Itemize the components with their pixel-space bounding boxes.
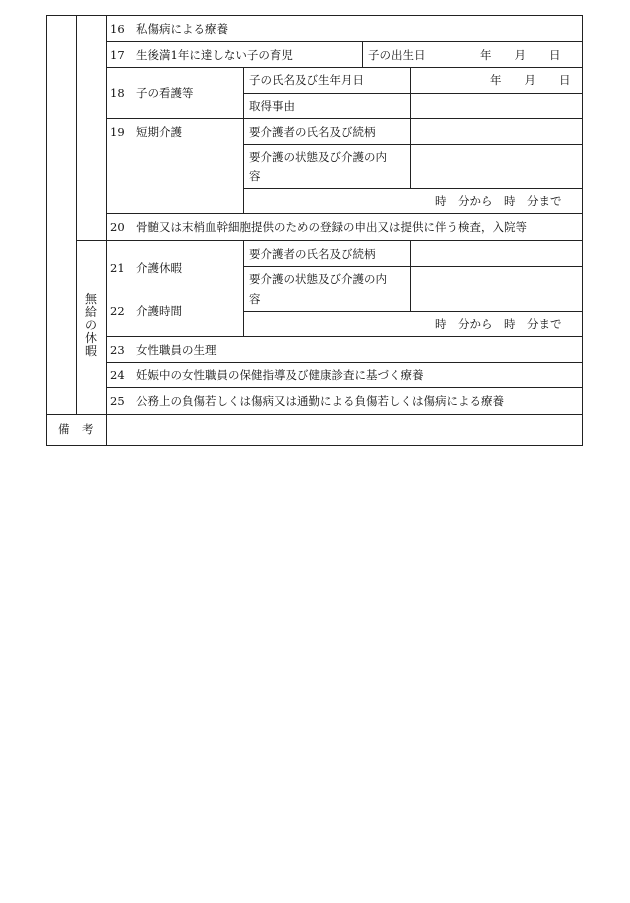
row-22-number: 22: [110, 304, 125, 318]
row-21-22-value-cell-2: [410, 266, 583, 312]
row-25-label: 公務上の負傷若しくは傷病又は通勤による負傷若しくは傷病による療養: [136, 394, 504, 408]
row-19-value-cell: [410, 118, 583, 145]
paid-section-column: [76, 15, 107, 241]
row-18-value-cell-2: [410, 93, 583, 119]
remarks-input[interactable]: [106, 414, 583, 446]
row-17-date-value: 年 月 日: [480, 48, 561, 62]
row-19-field-2-line-1: 要介護の状態及び介護の内: [249, 150, 387, 164]
row-18-date-value: 年 月 日: [490, 73, 571, 87]
unpaid-char-1: 無: [84, 292, 97, 306]
row-21-22-value-cell: [410, 240, 583, 267]
row-21-22-time-range: 時 分から 時 分まで: [435, 317, 562, 331]
row-19-number: 19: [110, 125, 125, 139]
row-19-value-cell-2: [410, 144, 583, 189]
row-19-field-1: 要介護者の氏名及び続柄: [249, 125, 376, 139]
row-19-time-range: 時 分から 時 分まで: [435, 194, 562, 208]
row-21-22-label-cell: [106, 240, 244, 337]
remarks-label-char-1: 備: [58, 422, 70, 436]
row-21-22-field-1: 要介護者の氏名及び続柄: [249, 247, 376, 261]
row-17-number: 17: [110, 48, 125, 62]
remarks-label-char-2: 考: [82, 422, 94, 436]
row-19-label: 短期介護: [136, 125, 182, 139]
row-17-label: 生後満1年に達しない子の育児: [136, 48, 293, 62]
unpaid-char-4: 休: [84, 331, 97, 345]
row-23-label: 女性職員の生理: [136, 343, 217, 357]
row-24-number: 24: [110, 368, 125, 382]
unpaid-char-2: 給: [84, 305, 97, 319]
row-18-field-2: 取得事由: [249, 99, 295, 113]
row-21-label: 介護休暇: [136, 261, 182, 275]
row-21-22-field-2-line-1: 要介護の状態及び介護の内: [249, 272, 387, 286]
row-16-number: 16: [110, 22, 125, 36]
unpaid-char-5: 暇: [84, 344, 97, 358]
row-24-label: 妊娠中の女性職員の保健指導及び健康診査に基づく療養: [136, 368, 424, 382]
row-22-label: 介護時間: [136, 304, 182, 318]
row-20-label: 骨髄又は末梢血幹細胞提供のための登録の申出又は提供に伴う検査，入院等: [136, 220, 527, 234]
row-20-number: 20: [110, 220, 125, 234]
row-16-label: 私傷病による療養: [136, 22, 228, 36]
row-18-label: 子の看護等: [136, 86, 194, 100]
unpaid-char-3: の: [84, 318, 97, 332]
row-18-field-1: 子の氏名及び生年月日: [249, 73, 364, 87]
remarks-label-cell: [46, 414, 107, 446]
row-23-number: 23: [110, 343, 125, 357]
row-21-22-field-2-line-2: 容: [249, 292, 261, 306]
row-21-number: 21: [110, 261, 125, 275]
unpaid-section-label: [84, 293, 98, 358]
row-25-number: 25: [110, 394, 125, 408]
row-19-field-2-line-2: 容: [249, 169, 261, 183]
row-18-number: 18: [110, 86, 125, 100]
row-17-field-label: 子の出生日: [368, 48, 426, 62]
outer-left-column: [46, 15, 77, 415]
